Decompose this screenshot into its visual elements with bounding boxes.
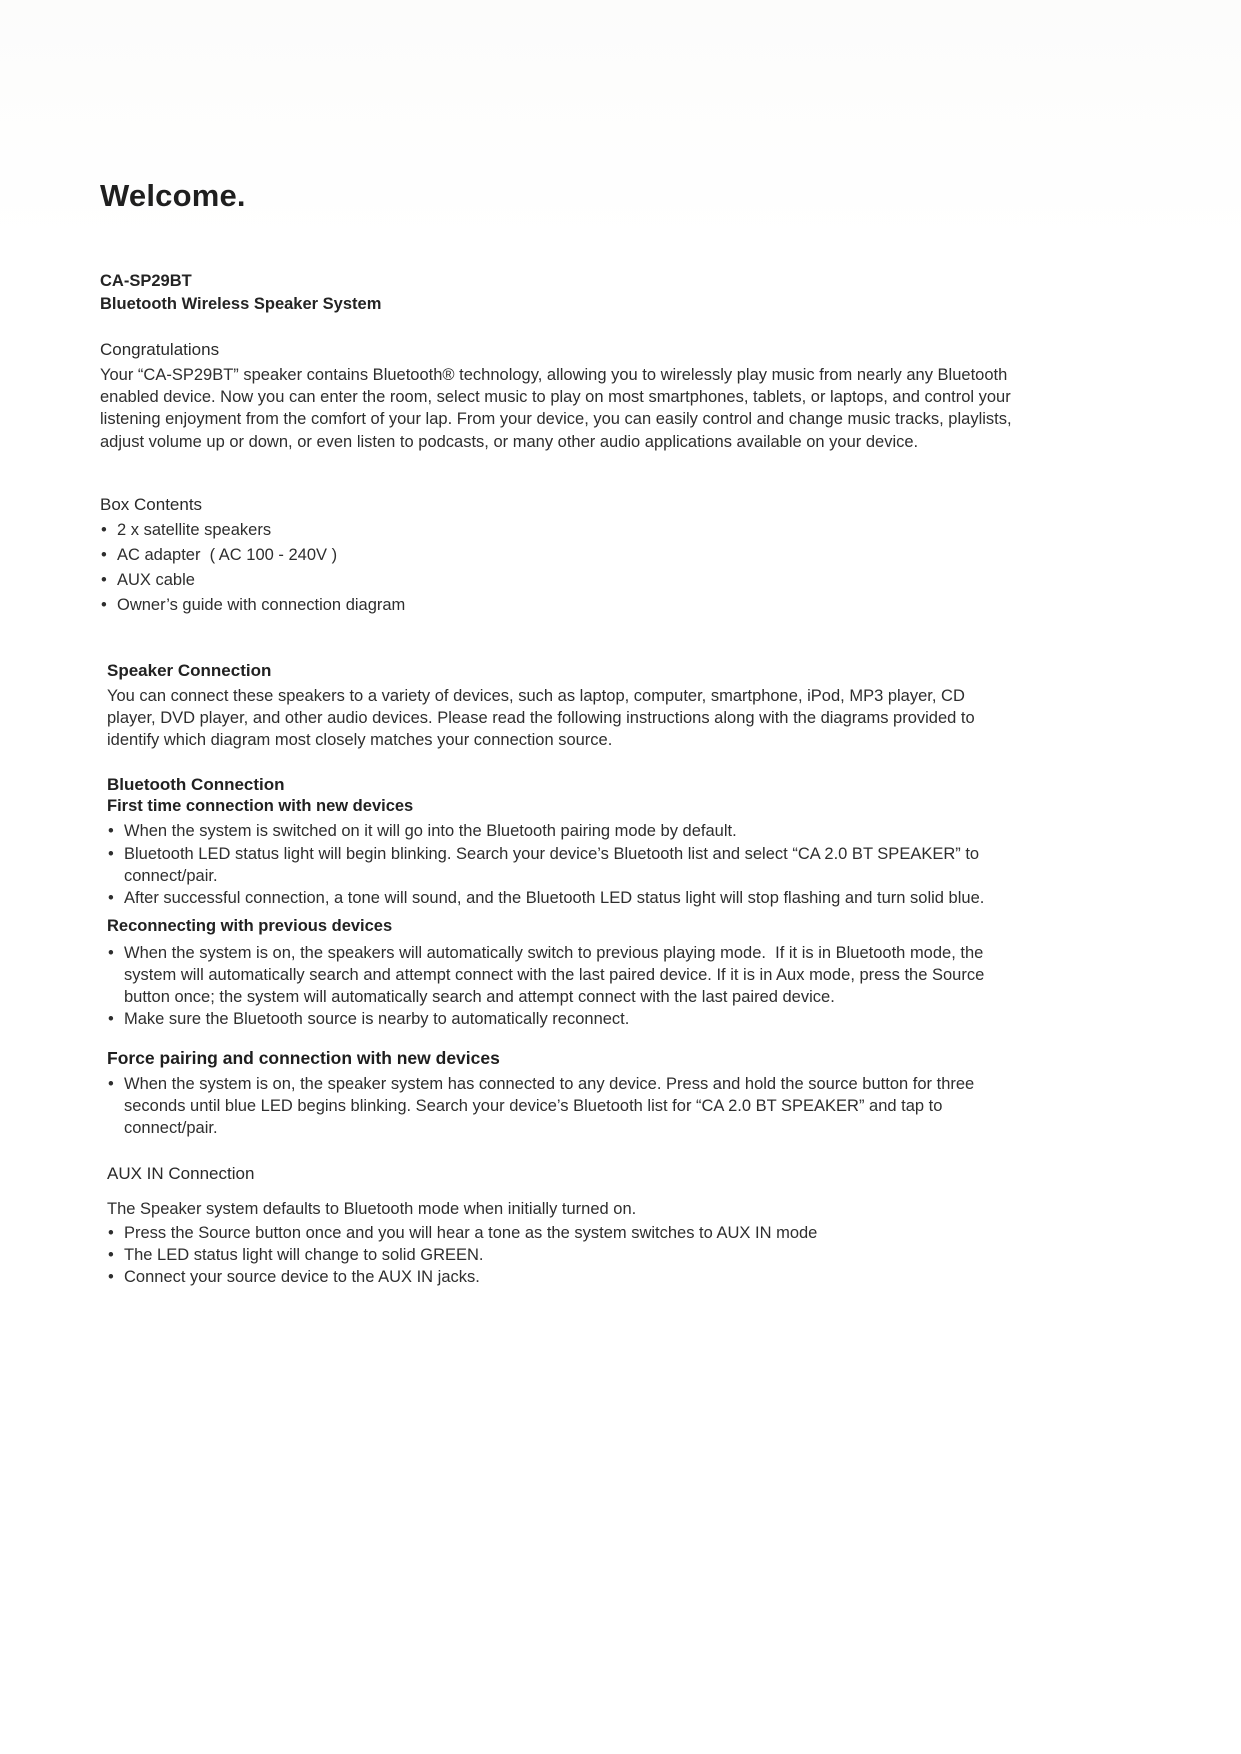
spacer: [100, 1140, 1012, 1164]
list-item: • Make sure the Bluetooth source is nearby to automatically reconnect.: [107, 1008, 1012, 1030]
list-item: • Bluetooth LED status light will begin blinking. Search your device’s Bluetooth list and select “CA 2.0 BT SPEAKER” to connect/pair.: [107, 843, 1012, 887]
box-contents-section: [100, 495, 1012, 616]
spacer: [100, 619, 1012, 661]
list-item: • AUX cable: [100, 569, 1012, 591]
list-item: • When the system is switched on it will go into the Bluetooth pairing mode by default.: [107, 820, 1012, 842]
box-contents-list: [100, 519, 1012, 616]
product-identity: [100, 270, 1012, 316]
page-title: Welcome.: [100, 178, 246, 213]
congratulations-body: Your “CA-SP29BT” speaker contains Bluetooth® technology, allowing you to wirelessly play music from nearly any Bluetooth enabled device. Now you can enter the room, select music to play on most smartphones, tablets, or laptops, and control your listening enjoyment from the comfort of your lap. From your device, you can easily control and change music tracks, playlists, adjust volume up or down, or even listen to podcasts, or many other audio applications available on your device.: [100, 366, 1017, 451]
speaker-connection-section: [107, 661, 1012, 751]
list-item: • Owner’s guide with connection diagram: [100, 594, 1012, 616]
product-name: Bluetooth Wireless Speaker System: [100, 295, 382, 314]
aux-in-heading: AUX IN Connection: [107, 1163, 255, 1183]
list-item: • After successful connection, a tone will sound, and the Bluetooth LED status light will stop flashing and turn solid blue.: [107, 887, 1012, 909]
reconnecting-heading: Reconnecting with previous devices: [107, 916, 393, 935]
list-item: • 2 x satellite speakers: [100, 519, 1012, 541]
force-pairing-list: [107, 1073, 1012, 1139]
spacer: [100, 751, 1012, 775]
aux-in-list: [107, 1222, 1012, 1288]
aux-in-intro: The Speaker system defaults to Bluetooth mode when initially turned on.: [107, 1199, 637, 1218]
speaker-connection-heading: Speaker Connection: [107, 661, 272, 681]
first-time-heading: First time connection with new devices: [107, 797, 414, 816]
list-item: • When the system is on, the speaker system has connected to any device. Press and hold the source button for three seconds until blue LED begins blinking. Search your device’s Bluetooth list for “CA 2.0 BT SPEAKER” and tap to connect/pair.: [107, 1073, 1012, 1139]
bluetooth-connection-section: [107, 775, 1012, 1139]
document-content: [100, 178, 1017, 1288]
bluetooth-connection-heading: Bluetooth Connection: [107, 775, 285, 795]
aux-in-section: [107, 1164, 1012, 1288]
list-item: • Connect your source device to the AUX IN jacks.: [107, 1266, 1012, 1288]
reconnecting-list: [107, 942, 1012, 1030]
congratulations-heading: Congratulations: [100, 340, 220, 360]
first-time-list: [107, 820, 1012, 908]
product-model: CA-SP29BT: [100, 272, 192, 290]
list-item: • AC adapter ( AC 100 - 240V ): [100, 544, 1012, 566]
spacer: [100, 453, 1012, 495]
list-item: • The LED status light will change to solid GREEN.: [107, 1244, 1012, 1266]
speaker-connection-body: You can connect these speakers to a variety of devices, such as laptop, computer, smartphone, iPod, MP3 player, CD player, DVD player, and other audio devices. Please read the following instructions along with the diagrams provided to identify which diagram most closely matches your connection source.: [107, 687, 980, 750]
force-pairing-heading: Force pairing and connection with new devices: [107, 1048, 500, 1069]
box-contents-heading: Box Contents: [100, 494, 203, 514]
congratulations-section: [100, 340, 1017, 452]
list-item: • Press the Source button once and you will hear a tone as the system switches to AUX IN mode: [107, 1222, 1012, 1244]
list-item: • When the system is on, the speakers will automatically switch to previous playing mode. If it is in Bluetooth mode, the system will automatically search and attempt connect with the last paired device. If it is in Aux mode, press the Source button once; the system will automatically search and attempt connect with the last paired device.: [107, 942, 1012, 1008]
